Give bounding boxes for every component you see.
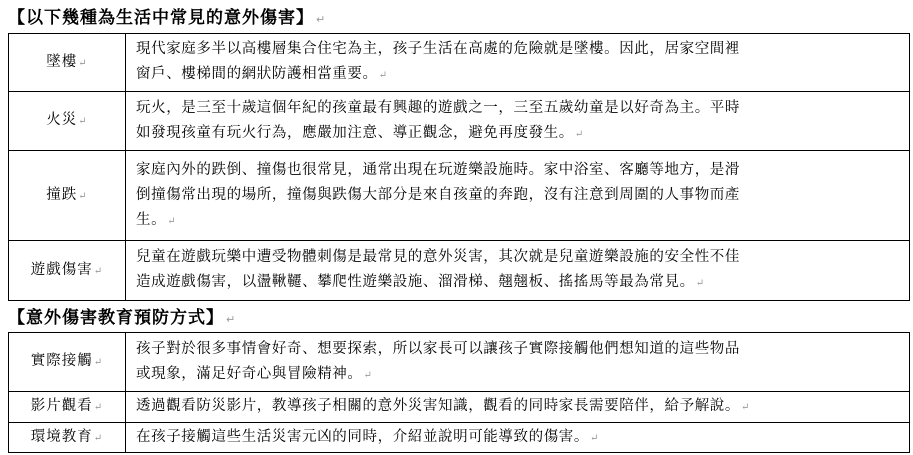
paragraph-mark-icon: ↵ — [590, 432, 599, 444]
content-line-wrapper — [136, 394, 902, 420]
content-line: 倒撞傷常出現的場所，撞傷與跌傷大部分是來自孩童的奔跑，沒有注意到周圍的人事物而產 — [136, 186, 740, 203]
row-content-cell — [126, 241, 910, 301]
content-line: 造成遊戲傷害，以盪鞦韆、攀爬性遊樂設施、溜滑梯、翹翹板、搖搖馬等最為常見。 — [136, 274, 695, 290]
row-label: 墜樓 — [46, 53, 78, 70]
table-row — [9, 333, 910, 392]
content-line-wrapper — [136, 362, 902, 388]
row-label-cell — [9, 392, 126, 423]
row-label-cell — [9, 92, 126, 151]
content-line: 兒童在遊戲玩樂中遭受物體刺傷是最常見的意外災害，其次就是兒童遊樂設施的安全性不佳 — [136, 249, 740, 265]
row-label: 實際接觸 — [30, 353, 93, 369]
table-row — [9, 92, 910, 151]
paragraph-mark-icon: ↵ — [741, 402, 750, 413]
content-line-wrapper — [136, 121, 902, 147]
content-line: 現代家庭多半以高樓層集合住宅為主，孩子生活在高處的危險就是墜樓。因此，居家空間裡 — [136, 41, 740, 57]
row-content-cell — [126, 423, 910, 453]
row-content-cell — [126, 392, 910, 423]
row-label: 遊戲傷害 — [30, 261, 93, 278]
paragraph-mark-icon: ↵ — [378, 70, 388, 81]
paragraph-mark-icon: ↵ — [93, 402, 104, 413]
table-row — [9, 151, 910, 241]
row-label: 火災 — [46, 112, 78, 128]
row-label: 撞跌 — [46, 186, 78, 203]
section-heading-text: 【意外傷害教育預防方式】 — [8, 308, 224, 328]
paragraph-mark-icon: ↵ — [316, 13, 327, 26]
row-content-cell — [126, 34, 910, 92]
paragraph-mark-icon: ↵ — [363, 369, 373, 381]
table-row — [9, 34, 910, 92]
prevention-methods-table — [8, 332, 910, 453]
row-label-cell — [9, 423, 126, 453]
row-label-cell — [9, 333, 126, 392]
content-line: 或現象，滿足好奇心與冒險精神。 — [136, 365, 363, 382]
paragraph-mark-icon: ↵ — [93, 432, 104, 444]
content-line-wrapper — [136, 62, 902, 88]
row-content-cell — [126, 151, 910, 241]
accident-types-table — [8, 33, 910, 301]
content-line: 生。 — [136, 211, 167, 228]
content-line: 如發現孩童有玩火行為，應嚴加注意、導正觀念，避免再度發生。 — [136, 124, 574, 141]
paragraph-mark-icon: ↵ — [695, 278, 705, 289]
table-row — [9, 423, 910, 453]
row-label-cell — [9, 241, 126, 301]
section-heading-text: 【以下幾種為生活中常見的意外傷害】 — [8, 8, 314, 28]
row-content-cell — [126, 333, 910, 392]
content-line: 在孩子接觸這些生活災害元凶的同時，介紹並說明可能導致的傷害。 — [136, 428, 589, 445]
row-label-cell — [9, 151, 126, 241]
paragraph-mark-icon: ↵ — [574, 128, 584, 140]
table-row — [9, 392, 910, 423]
paragraph-mark-icon: ↵ — [167, 215, 177, 227]
paragraph-mark-icon: ↵ — [93, 265, 104, 277]
paragraph-mark-icon: ↵ — [78, 190, 88, 202]
row-label-cell — [9, 34, 126, 92]
content-line: 家庭內外的跌倒、撞傷也很常見，通常出現在玩遊樂設施時。家中浴室、客廳等地方，是滑 — [136, 161, 740, 178]
content-line: 孩子對於很多事情會好奇、想要探索，所以家長可以讓孩子實際接觸他們想知道的這些物品 — [136, 340, 740, 357]
paragraph-mark-icon: ↵ — [93, 357, 104, 368]
section-heading-accidents — [8, 7, 326, 29]
row-label: 影片觀看 — [30, 398, 93, 414]
content-line-wrapper — [136, 270, 902, 296]
table-row — [9, 241, 910, 301]
paragraph-mark-icon: ↵ — [78, 116, 88, 127]
paragraph-mark-icon: ↵ — [78, 57, 88, 69]
content-line-wrapper — [136, 208, 902, 234]
row-label: 環境教育 — [30, 428, 93, 445]
content-line-wrapper — [136, 425, 902, 451]
paragraph-mark-icon: ↵ — [226, 313, 237, 326]
section-heading-prevention — [8, 307, 236, 329]
row-content-cell — [126, 92, 910, 151]
content-line: 玩火，是三至十歲這個年紀的孩童最有興趣的遊戲之一，三至五歲幼童是以好奇為主。平時 — [136, 99, 740, 116]
content-line: 窗戶、樓梯間的網狀防護相當重要。 — [136, 66, 378, 82]
content-line: 透過觀看防災影片，教導孩子相關的意外災害知識，觀看的同時家長需要陪伴，給予解說。 — [136, 398, 740, 414]
